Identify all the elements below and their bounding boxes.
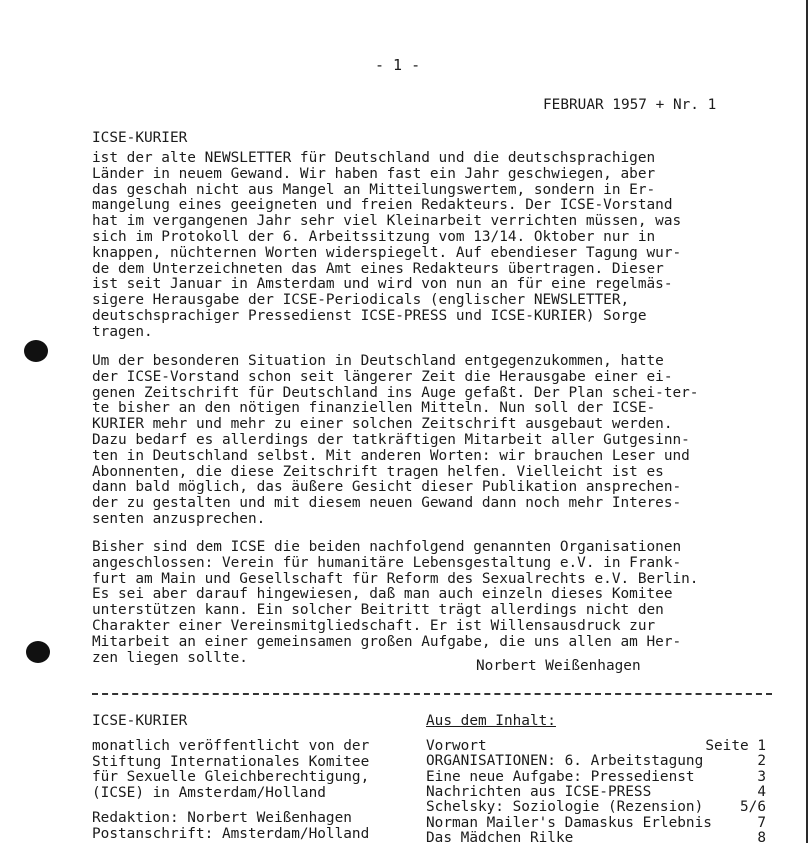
paragraph-organisations: Bisher sind dem ICSE die beiden nachfolgend genannten Organisationen angeschlossen: Verein für humanitäre Lebensgestaltung e.V. in Frank- furt am Main und Gesellschaft für Reform des Sexualrechts e.V. Berlin. Es sei aber darauf hingewiesen, daß man auch einzeln dieses Komitee unterstützen kann. Ein solcher Beitritt trägt allerdings nicht den Charakter einer Vereinsmitgliedschaft. Er ist Willensausdruck zur Mitarbeit an einer gemeinsamen großen Aufgabe, die uns allen am Her- zen liegen sollte. [92,539,699,666]
masthead [92,714,369,843]
toc-item-title: Das Mädchen Rilke [426,830,574,847]
toc-heading: Aus dem Inhalt: [426,713,556,729]
toc-item-page: 8 [757,830,766,847]
masthead-editor: Redaktion: Norbert Weißenhagen Postanschrift: Amsterdam/Holland [92,809,370,842]
toc-item-title: Schelsky: Soziologie (Rezension) [426,799,704,816]
toc-item-title: Vorwort [426,737,487,754]
page-number: - 1 - [375,56,421,74]
paragraph-situation: Um der besonderen Situation in Deutschland entgegenzukommen, hatte der ICSE-Vorstand schon seit längerer Zeit die Herausgabe einer ei- genen Zeitschrift für Deutschland ins Auge gefaßt. Der Plan schei-ter- te bisher an den nötigen finanziellen Mitteln. Nun soll der ICSE- KURIER mehr und mehr zu einer solchen Zeitschrift ausgebaut werden. Dazu bedarf es allerdings der tatkräftigen Mitarbeit aller Gutgesinn- ten in Deutschland selbst. Mit anderen Worten: wir brauchen Leser und Abonnenten, die diese Zeitschrift tragen helfen. Vielleicht ist es dann bald möglich, das äußere Gesicht dieser Publikation ansprechen- der zu gestalten und mit diesem neuen Gewand dann noch mehr Interes- senten anzusprechen. [92,353,699,527]
toc-item-title: Nachrichten aus ICSE-PRESS [426,783,652,800]
issue-dateline: FEBRUAR 1957 + Nr. 1 [543,97,717,113]
newsletter-title: ICSE-KURIER [92,130,188,146]
page-edge-line [806,0,808,843]
toc-item [426,739,766,754]
toc-item [426,785,766,800]
toc-item [426,816,766,831]
toc-item-title: ORGANISATIONEN: 6. Arbeitstagung [426,753,704,770]
toc-item-page: 7 [757,814,766,831]
toc-item-title: Norman Mailer's Damaskus Erlebnis [426,814,712,831]
toc-item-title: Eine neue Aufgabe: Pressedienst [426,768,695,785]
punch-hole-mark [26,641,50,663]
paragraph-intro: ist der alte NEWSLETTER für Deutschland und die deutschsprachigen Länder in neuem Gewand. Wir haben fast ein Jahr geschwiegen, aber das geschah nicht aus Mangel an Mitteilungswertem, sondern in Er- mangelung eines geeigneten und freien Redakteurs. Der ICSE-Vorstand hat im vergangenen Jahr sehr viel Kleinarbeit verrichten müssen, was sich im Protokoll der 6. Arbeitssitzung vom 13/14. Oktober nur in knappen, nüchternen Worten widerspiegelt. Auf ebendieser Tagung wur- de dem Unterzeichneten das Amt eines Redakteurs übertragen. Dieser ist seit Januar in Amsterdam und wird von nun an für eine regelmäs- sigere Herausgabe der ICSE-Periodicals (englischer NEWSLETTER, deutschsprachiger Pressedienst ICSE-PRESS und ICSE-KURIER) Sorge tragen. [92,150,682,340]
punch-hole-mark [24,340,48,362]
toc-item-page: 2 [757,753,766,770]
toc-item-page: 4 [757,783,766,800]
toc-item [426,754,766,769]
toc-item-page: Seite 1 [705,737,766,754]
toc-item [426,831,766,846]
toc-item-page: 3 [757,768,766,785]
signature: Norbert Weißenhagen [476,658,641,674]
toc-item-page: 5/6 [740,799,766,816]
toc-item [426,770,766,785]
section-divider [92,693,772,695]
masthead-title: ICSE-KURIER [92,713,188,729]
masthead-publisher: monatlich veröffentlicht von der Stiftung Internationales Komitee für Sexuelle Gleichberechtigung, (ICSE) in Amsterdam/Holland [92,737,370,802]
toc-item [426,800,766,815]
table-of-contents [426,714,766,847]
toc-list [426,739,766,847]
